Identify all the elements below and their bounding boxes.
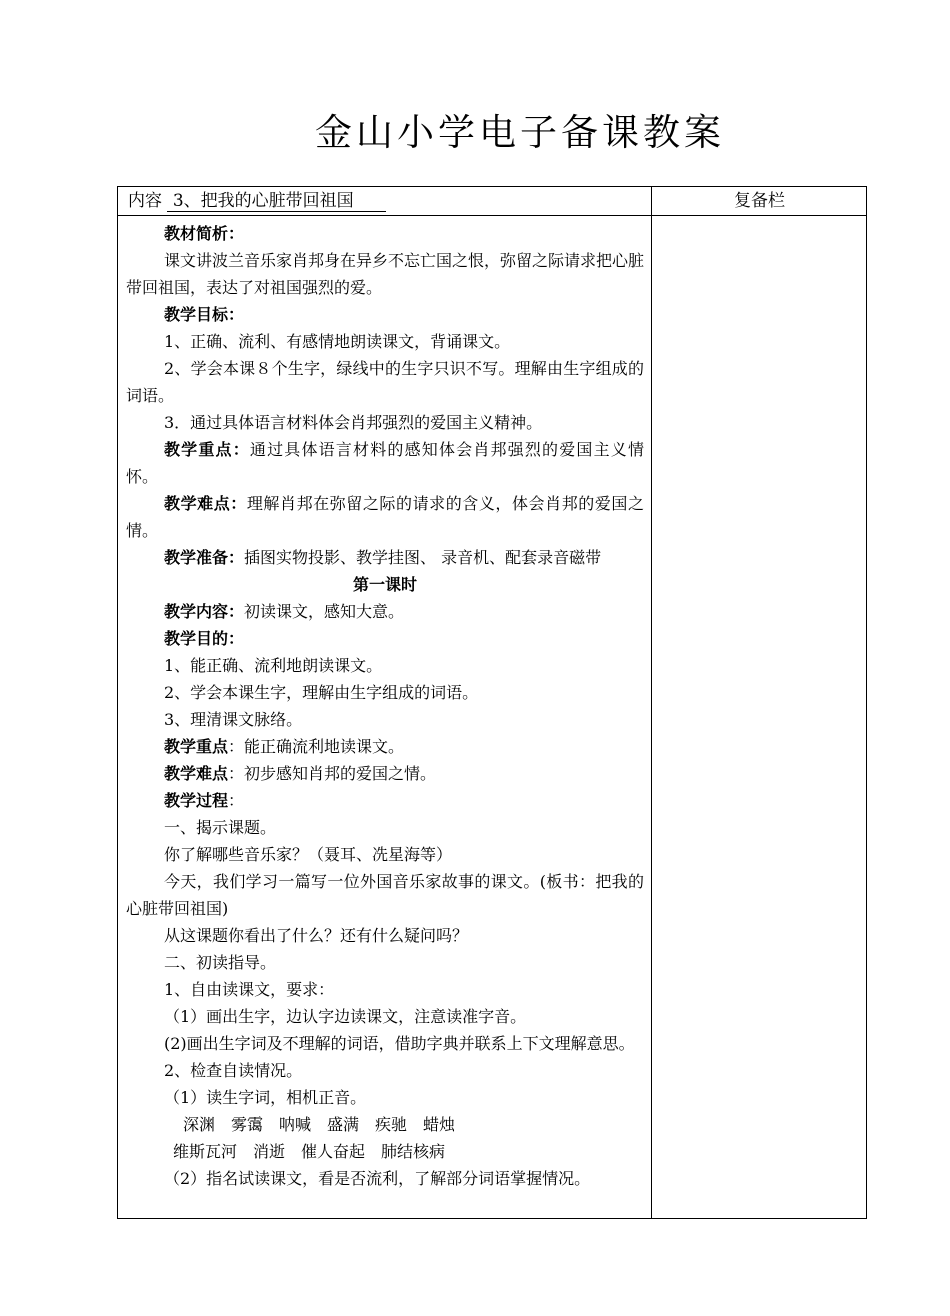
line-heading: 教学难点： bbox=[164, 494, 247, 513]
content-line bbox=[126, 220, 644, 247]
line-text: (2)画出生字词及不理解的词语，借助字典并联系上下文理解意思。 bbox=[164, 1034, 635, 1053]
line-heading: 教学内容： bbox=[164, 602, 245, 621]
line-text: 今天，我们学习一篇写一位外国音乐家故事的课文。(板书：把我的心脏带回祖国) bbox=[126, 872, 644, 918]
content-line bbox=[126, 490, 644, 544]
line-text: 1、自由读课文，要求： bbox=[164, 980, 335, 999]
line-text: 维斯瓦河 消逝 催人奋起 肺结核病 bbox=[173, 1142, 446, 1161]
content-line bbox=[126, 247, 644, 301]
line-heading: 教学目标： bbox=[164, 305, 245, 324]
line-text: 一、揭示课题。 bbox=[164, 818, 277, 837]
content-line bbox=[126, 301, 644, 328]
line-heading: 教材简析： bbox=[164, 224, 245, 243]
content-line bbox=[126, 1030, 644, 1057]
content-line bbox=[126, 976, 644, 1003]
line-text: 2、学会本课生字，理解由生字组成的词语。 bbox=[164, 683, 479, 702]
content-label: 内容 bbox=[128, 191, 162, 211]
content-line bbox=[126, 355, 644, 409]
lesson-content bbox=[126, 220, 644, 1192]
review-column-header: 复备栏 bbox=[734, 191, 785, 211]
line-heading: 教学准备： bbox=[164, 548, 245, 567]
content-line bbox=[126, 949, 644, 976]
column-divider bbox=[651, 187, 652, 1218]
header-content-cell bbox=[128, 190, 386, 212]
content-line bbox=[126, 652, 644, 679]
content-line bbox=[126, 922, 644, 949]
line-text: 3、理清课文脉络。 bbox=[164, 710, 303, 729]
content-line bbox=[126, 868, 644, 922]
content-line bbox=[126, 679, 644, 706]
content-line bbox=[126, 571, 644, 598]
content-line bbox=[126, 787, 644, 814]
content-line bbox=[126, 436, 644, 490]
line-heading: 教学难点 bbox=[164, 764, 229, 783]
content-line bbox=[126, 1111, 644, 1138]
lesson-plan-table bbox=[117, 186, 867, 1219]
line-heading: 教学重点 bbox=[164, 737, 229, 756]
content-line bbox=[126, 598, 644, 625]
line-heading: 教学过程 bbox=[164, 791, 229, 810]
line-text: 二、初读指导。 bbox=[164, 953, 277, 972]
line-text: ：能正确流利地读课文。 bbox=[228, 737, 405, 756]
line-text: 你了解哪些音乐家？（聂耳、冼星海等） bbox=[164, 845, 453, 864]
page-title: 金山小学电子备课教案 bbox=[315, 111, 725, 154]
line-text: 从这课题你看出了什么？还有什么疑问吗？ bbox=[164, 926, 469, 945]
content-line bbox=[126, 760, 644, 787]
line-text: ：初步感知肖邦的爱国之情。 bbox=[228, 764, 437, 783]
content-line bbox=[126, 544, 644, 571]
line-text: 课文讲波兰音乐家肖邦身在异乡不忘亡国之恨，弥留之际请求把心脏带回祖国，表达了对祖国强烈的爱。 bbox=[126, 251, 645, 297]
content-line bbox=[126, 1165, 644, 1192]
line-text: 1、正确、流利、有感情地朗读课文，背诵课文。 bbox=[164, 332, 511, 351]
line-text: 初读课文，感知大意。 bbox=[244, 602, 405, 621]
content-line bbox=[126, 1057, 644, 1084]
line-text: （1）读生字词，相机正音。 bbox=[164, 1088, 367, 1107]
line-text: ： bbox=[228, 791, 245, 810]
line-text: （2）指名试读课文，看是否流利，了解部分词语掌握情况。 bbox=[164, 1169, 591, 1188]
line-text: 深渊 雾霭 呐喊 盛满 疾驰 蜡烛 bbox=[183, 1115, 456, 1134]
content-line bbox=[126, 733, 644, 760]
line-heading: 教学重点： bbox=[164, 440, 250, 459]
line-text: 通过具体语言材料的感知体会肖邦强烈的爱国主义情怀。 bbox=[126, 440, 644, 486]
line-text: 插图实物投影、教学挂图、 录音机、配套录音磁带 bbox=[244, 548, 602, 567]
content-line bbox=[126, 1084, 644, 1111]
line-text: 2、学会本课８个生字，绿线中的生字只识不写。理解由生字组成的词语。 bbox=[126, 359, 644, 405]
line-text: 3．通过具体语言材料体会肖邦强烈的爱国主义精神。 bbox=[164, 413, 543, 432]
line-text: （1）画出生字，边认字边读课文，注意读准字音。 bbox=[164, 1007, 527, 1026]
lesson-topic: 3、把我的心脏带回祖国 bbox=[167, 191, 385, 212]
line-text: 2、检查自读情况。 bbox=[164, 1061, 303, 1080]
content-line bbox=[126, 841, 644, 868]
content-line bbox=[126, 1003, 644, 1030]
header-divider bbox=[118, 215, 866, 216]
line-text: 1、能正确、流利地朗读课文。 bbox=[164, 656, 383, 675]
content-line bbox=[126, 409, 644, 436]
content-line bbox=[126, 625, 644, 652]
content-line bbox=[126, 328, 644, 355]
content-line bbox=[126, 1138, 644, 1165]
content-line bbox=[126, 706, 644, 733]
line-heading: 第一课时 bbox=[352, 575, 417, 594]
line-heading: 教学目的： bbox=[164, 629, 245, 648]
line-text: 理解肖邦在弥留之际的请求的含义，体会肖邦的爱国之情。 bbox=[126, 494, 644, 540]
content-line bbox=[126, 814, 644, 841]
